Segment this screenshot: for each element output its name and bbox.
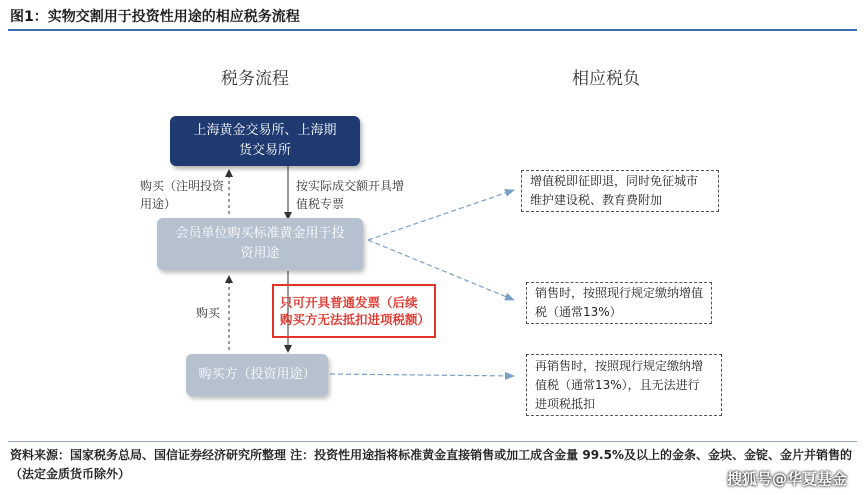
member-unit-box: 会员单位购买标准黄金用于投资用途 <box>157 218 363 270</box>
exchange-box: 上海黄金交易所、上海期货交易所 <box>170 116 360 166</box>
header-tax-process: 税务流程 <box>221 69 289 89</box>
bottom-rule <box>8 441 857 442</box>
ordinary-invoice-highlight: 只可开具普通发票（后续购买方无法抵扣进项税额） <box>272 284 436 338</box>
figure-title: 图1：实物交割用于投资性用途的相应税务流程 <box>10 9 300 25</box>
tax-box-sale-vat: 销售时，按照现行规定缴纳增值税（通常13%） <box>526 282 712 324</box>
arrow-to-tax3 <box>330 374 514 376</box>
header-tax-burden: 相应税负 <box>572 69 640 89</box>
buy-note-label: 购买（注明投资用途） <box>140 179 225 211</box>
tax-box-resale-vat: 再销售时，按照现行规定缴纳增值税（通常13%），且无法进行进项税抵扣 <box>526 354 722 416</box>
invoice-label: 按实际成交额开具增值税专票 <box>296 179 405 211</box>
watermark: 搜狐号@华夏基金 <box>726 470 847 488</box>
source-footnote: 资料来源：国家税务总局、国信证券经济研究所整理 注：投资性用途指将标准黄金直接销售或加工成含金量 99.5%及以上的金条、金块、金锭、金片并销售的（法定金质货币除外） <box>10 448 852 481</box>
tax-box-vat-refund: 增值税即征即退，同时免征城市维护建设税、教育费附加 <box>521 170 719 212</box>
buyer-box: 购买方（投资用途） <box>186 354 328 396</box>
buy-label: 购买 <box>196 306 221 320</box>
